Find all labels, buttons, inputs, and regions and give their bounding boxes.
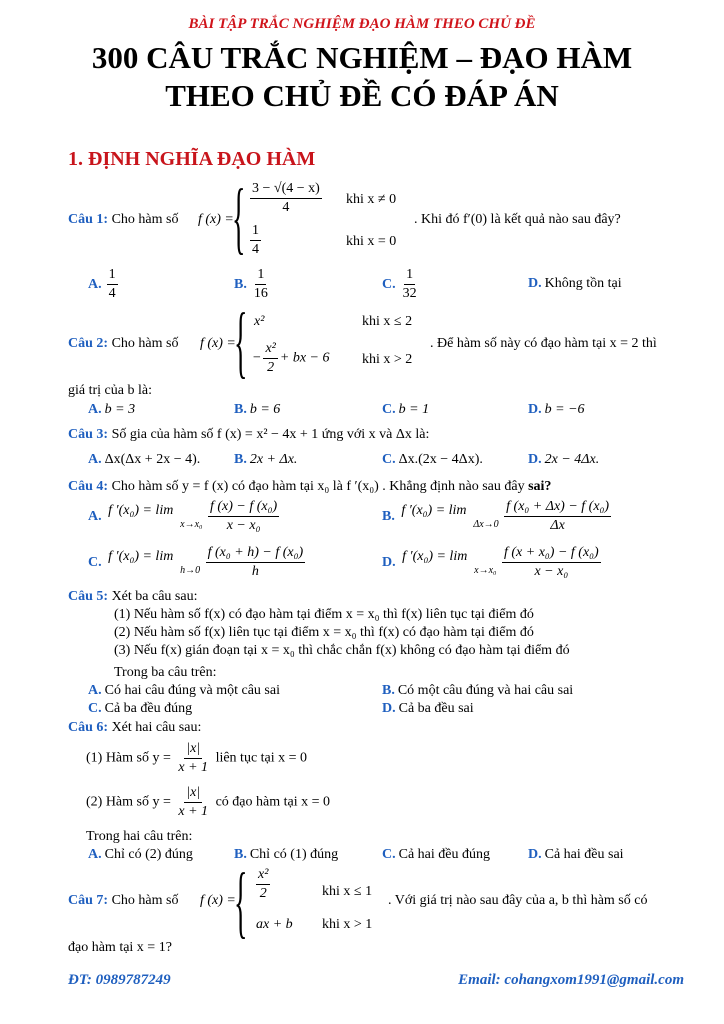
option-a[interactable]: A. Có hai câu đúng và một câu sai (88, 683, 280, 698)
option-c[interactable]: C. Δx.(2x − 4Δx). (382, 452, 483, 467)
question-label: Câu 2: (68, 336, 109, 351)
case-1-expression: $\frac{3 - √(4 - x)}{4}$ (252, 181, 320, 215)
question-label: Câu 4: (68, 479, 109, 494)
option-d[interactable]: D. Cả ba đều sai (382, 701, 474, 716)
case-2-condition: khi x > 1 (322, 917, 373, 932)
question-text: Xét ba câu sau: (111, 589, 198, 604)
question-text: Cho hàm số (111, 212, 179, 227)
question-label: Câu 6: (68, 720, 109, 735)
option-b[interactable]: B. $\frac{1}{16}$ (234, 267, 268, 301)
option-d[interactable]: D. b = −6 (528, 402, 585, 417)
case-1-condition: khi x ≤ 1 (322, 884, 373, 899)
statement-2: (2) Hàm số y = $\frac{|x|}{x + 1}$ có đạo hàm tại x = 0 (86, 785, 330, 819)
statement-lead: Trong hai câu trên: (86, 829, 193, 844)
question-text: Cho hàm số y = f (x) có đạo hàm tại x₀ là f ′(x₀) . Khẳng định nào sau đây (111, 479, 525, 494)
option-d[interactable]: D. 2x − 4Δx. (528, 452, 600, 467)
question-text: Số gia của hàm số f (x) = x² − 4x + 1 ứng với x và Δx là: (111, 427, 430, 442)
statement-3: (3) Nếu f(x) gián đoạn tại x = x₀ thì chắc chắn f(x) không có đạo hàm tại điểm đó (114, 643, 570, 658)
statement-1: (1) Nếu hàm số f(x) có đạo hàm tại điểm x = x₀ thì f(x) liên tục tại điểm đó (114, 607, 534, 622)
statement-lead: Trong ba câu trên: (114, 665, 217, 680)
section-heading: 1. ĐỊNH NGHĨA ĐẠO HÀM (68, 148, 316, 170)
option-d[interactable]: D. Cả hai đều sai (528, 847, 624, 862)
option-a[interactable]: A. f ′(x₀) = lim x→x₀ $\frac{\text{f (x) − f (x₀)}}{\text{x − x₀}}$ (88, 499, 278, 533)
option-c[interactable]: C. f ′(x₀) = lim h→0 $\frac{\text{f (x₀ + h) − f (x₀)}}{h}$ (88, 545, 304, 579)
option-a[interactable]: A. Chỉ có (2) đúng (88, 847, 193, 862)
option-a[interactable]: A. Δx(Δx + 2x − 4). (88, 452, 201, 467)
option-d[interactable]: D. f ′(x₀) = lim x→x₀ $\frac{\text{f (x + x₀) − f (x₀)}}{\text{x − x₀}}$ (382, 545, 599, 579)
question-tail: . Với giá trị nào sau đây của a, b thì hàm số có (388, 893, 648, 908)
question-label: Câu 1: (68, 212, 109, 227)
question-line-2: đạo hàm tại x = 1? (68, 940, 172, 955)
question-tail: . Để hàm số này có đạo hàm tại x = 2 thì (430, 336, 657, 351)
case-1-expression: $\frac{\text{x²}}{2}$ (258, 867, 269, 901)
question-text: Xét hai câu sau: (111, 720, 202, 735)
option-c[interactable]: C. Cả ba đều đúng (88, 701, 193, 716)
case-2-expression: $\frac{1}{4}$ (252, 223, 259, 257)
option-c[interactable]: C. Cả hai đều đúng (382, 847, 490, 862)
case-1-condition: khi x ≠ 0 (346, 192, 397, 207)
case-2-condition: khi x > 2 (362, 352, 413, 367)
statement-1: (1) Hàm số y = $\frac{|x|}{x + 1}$ liên tục tại x = 0 (86, 741, 308, 775)
option-c[interactable]: C. b = 1 (382, 402, 430, 417)
footer-phone: ĐT: 0989787249 (68, 972, 171, 988)
brace-icon: { (234, 858, 248, 946)
function-name: f (x) = (198, 212, 234, 227)
statement-2: (2) Nếu hàm số f(x) liên tục tại điểm x = x₀ thì f(x) có đạo hàm tại điểm đó (114, 625, 534, 640)
case-2-expression: ax + b (256, 917, 293, 932)
function-name: f (x) = (200, 893, 236, 908)
case-2-condition: khi x = 0 (346, 234, 397, 249)
question-label: Câu 3: (68, 427, 109, 442)
option-b[interactable]: B. f ′(x₀) = lim Δx→0 $\frac{\text{f (x₀ + Δx) − f (x₀)}}{\Delta x}$ (382, 499, 610, 533)
option-b[interactable]: B. b = 6 (234, 402, 281, 417)
question-emphasis: sai? (528, 479, 552, 494)
question-tail: . Khi đó f′(0) là kết quả nào sau đây? (414, 212, 621, 227)
option-d[interactable]: D. Không tồn tại (528, 276, 622, 291)
case-1-condition: khi x ≤ 2 (362, 314, 413, 329)
page-title-line1: 300 CÂU TRẮC NGHIỆM – ĐẠO HÀM (91, 40, 633, 75)
footer-email[interactable]: Email: cohangxom1991@gmail.com (458, 972, 684, 988)
case-2-expression: − $\frac{\text{x²}}{2}$ + bx − 6 (252, 341, 330, 375)
brace-icon: { (232, 174, 246, 262)
question-text: Cho hàm số (111, 336, 179, 351)
question-label: Câu 5: (68, 589, 109, 604)
option-a[interactable]: A. $\frac{1}{4}$ (88, 267, 116, 301)
question-label: Câu 7: (68, 893, 109, 908)
option-b[interactable]: B. 2x + Δx. (234, 452, 298, 467)
question-line-2: giá trị của b là: (68, 383, 152, 398)
option-b[interactable]: B. Có một câu đúng và hai câu sai (382, 683, 574, 698)
option-b[interactable]: B. Chỉ có (1) đúng (234, 847, 339, 862)
question-text: Cho hàm số (111, 893, 179, 908)
brace-icon: { (234, 298, 248, 386)
option-a[interactable]: A. b = 3 (88, 402, 136, 417)
option-c[interactable]: C. $\frac{1}{32}$ (382, 267, 417, 301)
case-1-expression: x² (254, 314, 265, 329)
function-name: f (x) = (200, 336, 236, 351)
header-subtitle: BÀI TẬP TRẮC NGHIỆM ĐẠO HÀM THEO CHỦ ĐỀ (188, 16, 536, 32)
page-title-line2: THEO CHỦ ĐỀ CÓ ĐÁP ÁN (165, 78, 559, 113)
